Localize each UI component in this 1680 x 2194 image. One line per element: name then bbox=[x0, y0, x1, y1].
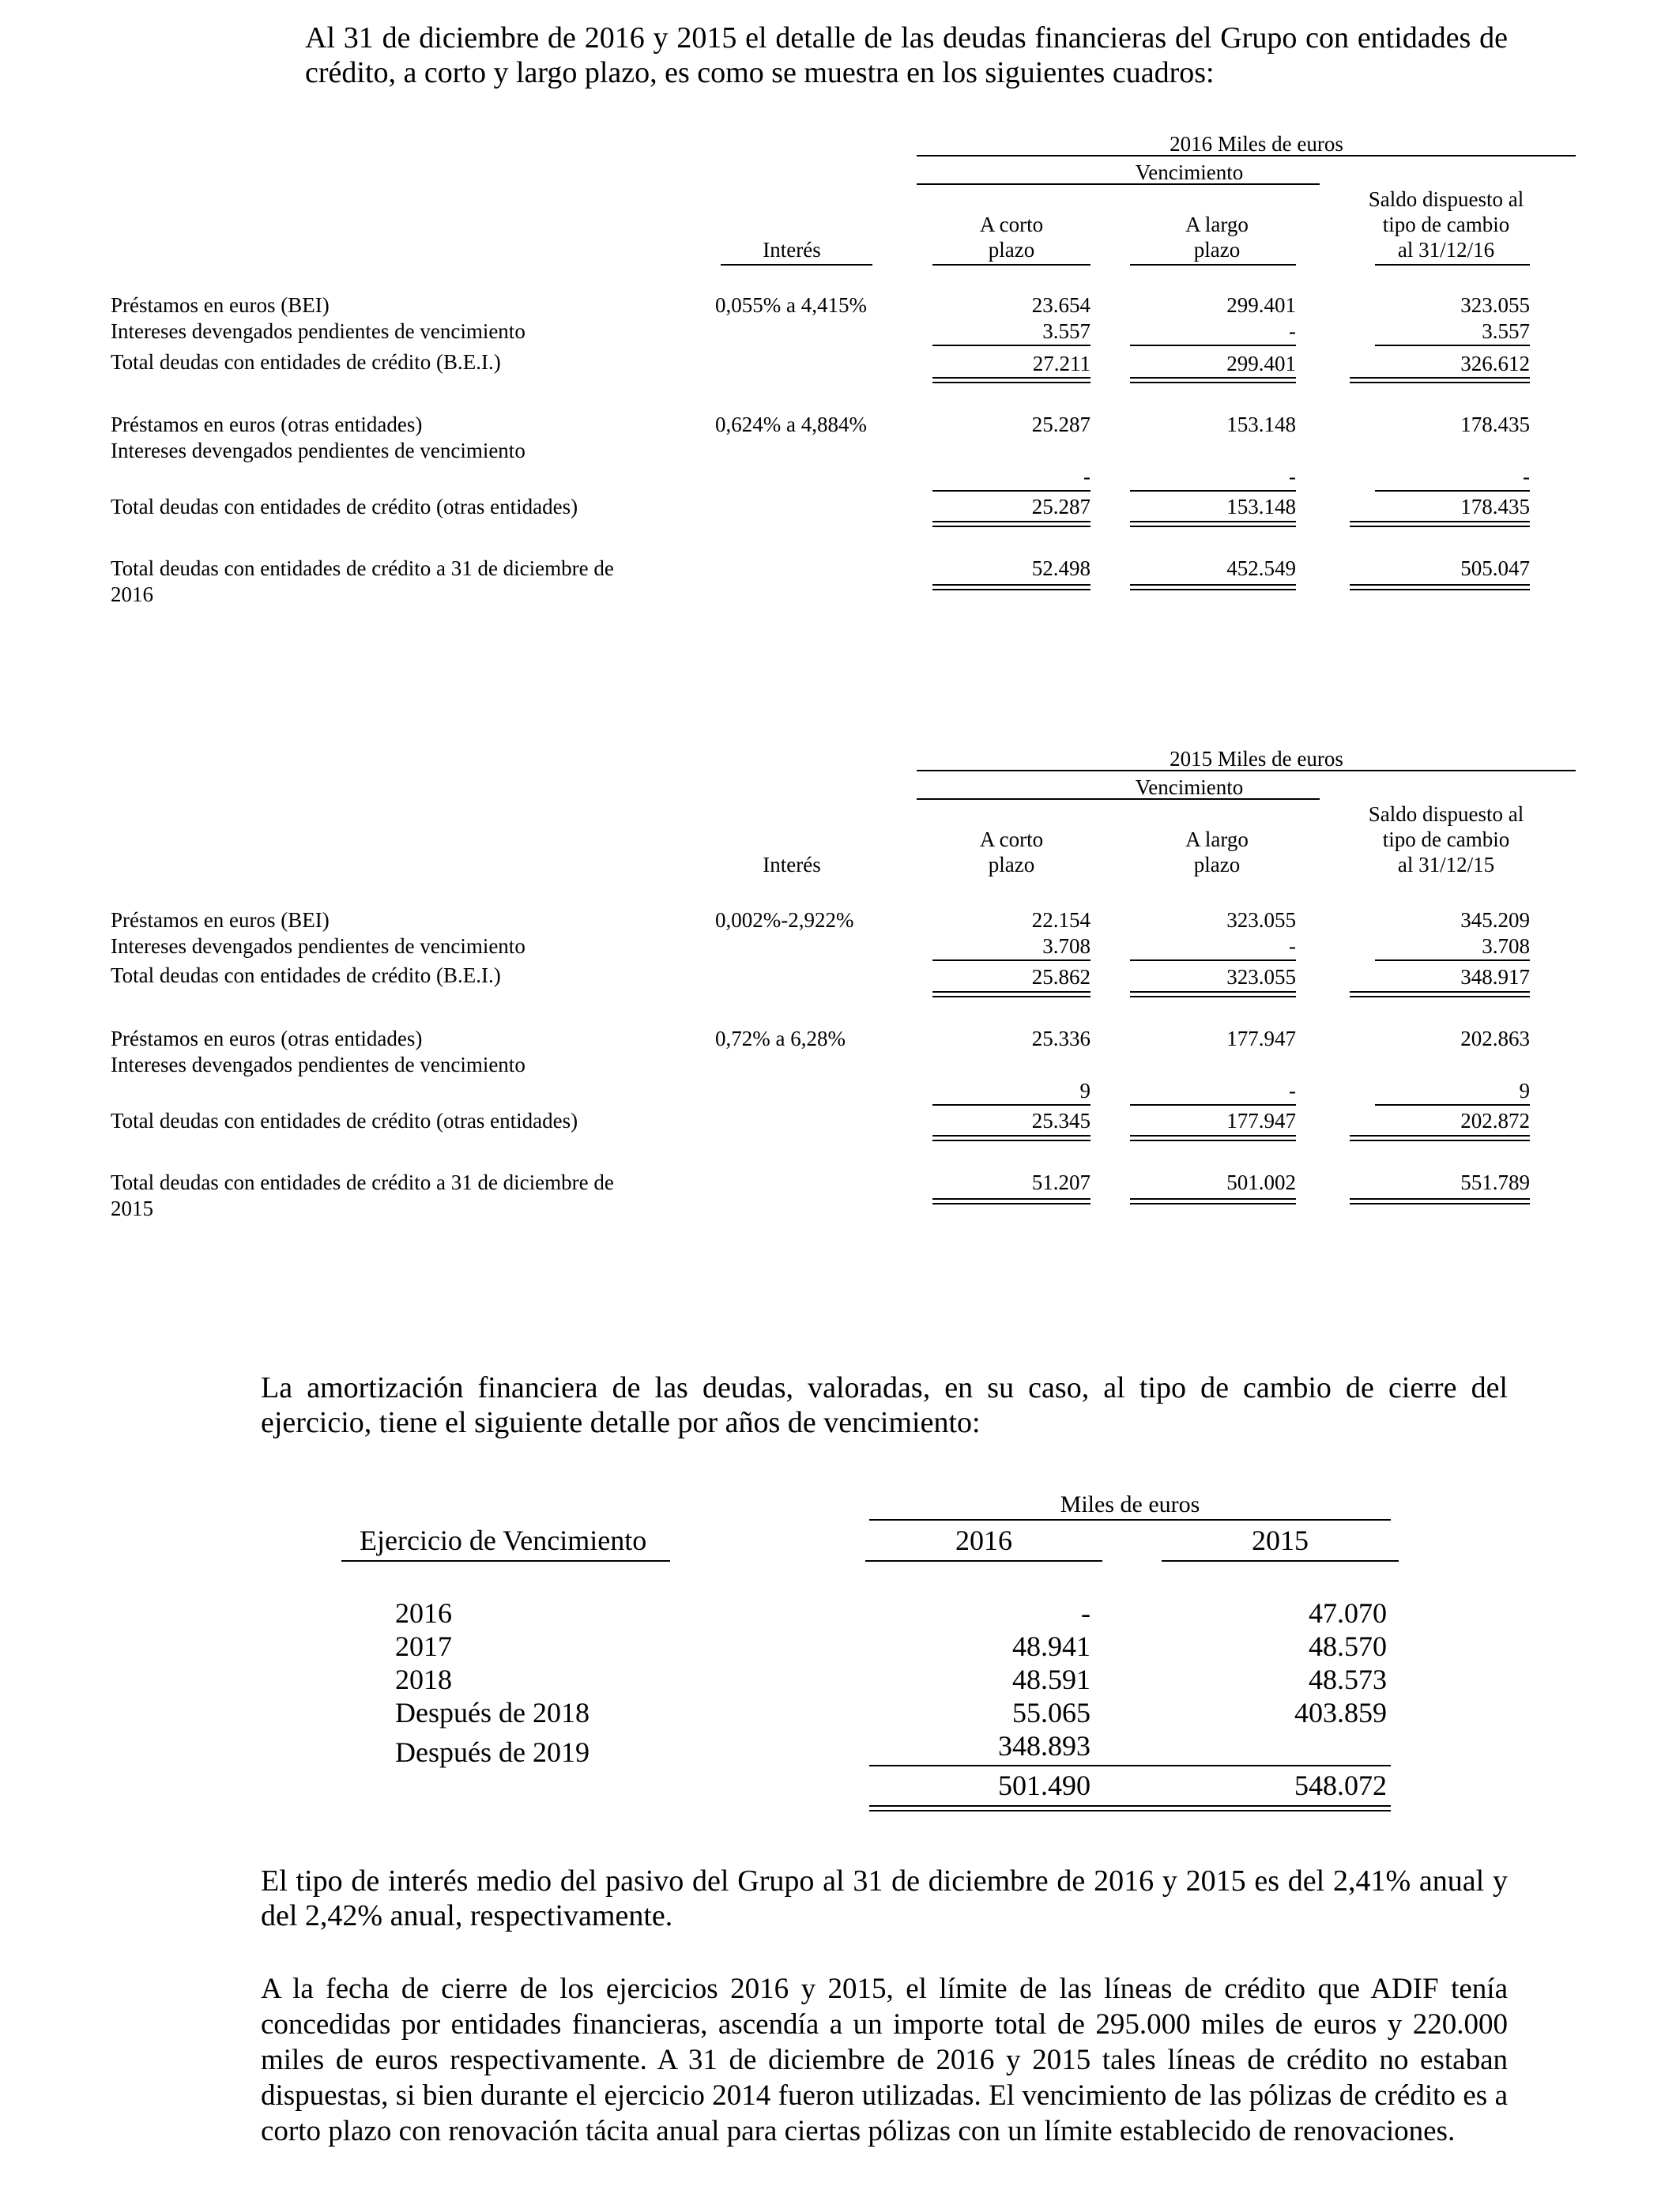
cell-saldo: 505.047 bbox=[1460, 556, 1530, 580]
largo-header-2: plazo bbox=[1193, 853, 1241, 876]
amort-row-label: 2018 bbox=[395, 1664, 452, 1695]
cell-largo: 299.401 bbox=[1226, 352, 1296, 375]
amort-row-label: 2016 bbox=[395, 1597, 452, 1629]
row-label: Total deudas con entidades de crédito a 31 de diciembre de bbox=[111, 556, 614, 580]
cell-largo: - bbox=[1289, 1079, 1296, 1103]
vencimiento-header: Vencimiento bbox=[1135, 775, 1244, 799]
total-rule bbox=[932, 521, 1090, 527]
amort-intro-paragraph: La amortización financiera de las deudas, valoradas, en su caso, al tipo de cambio de cierre del ejercicio, tiene el siguiente detalle por años de vencimiento: bbox=[261, 1371, 1508, 1439]
largo-rule bbox=[1130, 264, 1296, 266]
cell-saldo: 178.435 bbox=[1460, 495, 1530, 518]
cell-corto: 23.654 bbox=[1031, 293, 1090, 317]
row-label: Préstamos en euros (otras entidades) bbox=[111, 413, 423, 436]
subtotal-rule bbox=[1130, 959, 1296, 961]
cell-corto: 25.862 bbox=[1031, 965, 1090, 989]
amort-row-label: Después de 2018 bbox=[395, 1697, 590, 1728]
amort-total-2015: 548.072 bbox=[1294, 1770, 1387, 1801]
row-label: Total deudas con entidades de crédito a 31 de diciembre de bbox=[111, 1171, 614, 1194]
cell-saldo: 202.863 bbox=[1460, 1027, 1530, 1050]
row-label: Total deudas con entidades de crédito (otras entidades) bbox=[111, 495, 578, 518]
total-rule bbox=[932, 377, 1090, 383]
cell-largo: 501.002 bbox=[1226, 1171, 1296, 1194]
row-label: Total deudas con entidades de crédito (B.E.I.) bbox=[111, 350, 501, 374]
total-rule bbox=[932, 991, 1090, 997]
row-interes: 0,055% a 4,415% bbox=[715, 293, 867, 317]
row-label-cont: 2015 bbox=[111, 1197, 153, 1220]
corto-header-1: A corto bbox=[979, 213, 1044, 236]
saldo-header-date: al 31/12/15 bbox=[1397, 853, 1495, 876]
total-rule bbox=[1350, 1198, 1530, 1204]
row-label: Total deudas con entidades de crédito (B.E.I.) bbox=[111, 963, 501, 987]
cell-corto: 9 bbox=[1079, 1079, 1090, 1103]
cell-corto: - bbox=[1083, 465, 1090, 488]
row-label: Intereses devengados pendientes de vencimiento bbox=[111, 934, 525, 958]
total-rule bbox=[1350, 521, 1530, 527]
interes-rule bbox=[721, 264, 872, 266]
row-interes: 0,72% a 6,28% bbox=[715, 1027, 846, 1050]
row-label: Préstamos en euros (BEI) bbox=[111, 908, 330, 932]
subtotal-rule bbox=[1375, 959, 1530, 961]
interes-header: Interés bbox=[763, 238, 821, 262]
cell-corto: 25.287 bbox=[1031, 413, 1090, 436]
cell-saldo: 202.872 bbox=[1460, 1109, 1530, 1133]
amort-year-2016: 2016 bbox=[955, 1525, 1012, 1556]
amort-total-2016: 501.490 bbox=[998, 1770, 1090, 1801]
total-rule bbox=[1130, 584, 1296, 590]
saldo-header-1: Saldo dispuesto al bbox=[1368, 187, 1524, 211]
vencimiento-rule bbox=[917, 183, 1320, 185]
amort-cell-2015: 403.859 bbox=[1294, 1697, 1387, 1728]
amort-year-2015: 2015 bbox=[1252, 1525, 1309, 1556]
cell-saldo: 178.435 bbox=[1460, 413, 1530, 436]
cell-corto: 25.345 bbox=[1031, 1109, 1090, 1133]
amort-cell-2016: 48.591 bbox=[1012, 1664, 1090, 1695]
row-label: Préstamos en euros (otras entidades) bbox=[111, 1027, 423, 1050]
row-label: Intereses devengados pendientes de vencimiento bbox=[111, 319, 525, 343]
subtotal-rule bbox=[1375, 1104, 1530, 1106]
row-label-cont: 2016 bbox=[111, 582, 153, 606]
cell-largo: 323.055 bbox=[1226, 965, 1296, 989]
cell-largo: 323.055 bbox=[1226, 908, 1296, 932]
amort-row-label: 2017 bbox=[395, 1630, 452, 1662]
table-header-rule bbox=[917, 155, 1576, 156]
subtotal-rule bbox=[1130, 490, 1296, 492]
cell-largo: 299.401 bbox=[1226, 293, 1296, 317]
corto-header-2: plazo bbox=[988, 853, 1035, 876]
saldo-rule bbox=[1375, 264, 1530, 266]
largo-header-1: A largo bbox=[1185, 213, 1249, 236]
cell-largo: - bbox=[1289, 465, 1296, 488]
cell-corto: 52.498 bbox=[1031, 556, 1090, 580]
total-rule bbox=[932, 584, 1090, 590]
largo-header-2: plazo bbox=[1193, 238, 1241, 262]
subtotal-rule bbox=[932, 959, 1090, 961]
cell-largo: 452.549 bbox=[1226, 556, 1296, 580]
subtotal-rule bbox=[1130, 345, 1296, 346]
total-rule bbox=[1130, 1135, 1296, 1141]
cell-corto: 25.287 bbox=[1031, 495, 1090, 518]
amort-cell-2016: 55.065 bbox=[1012, 1697, 1090, 1728]
amort-col-rule bbox=[865, 1560, 1102, 1562]
saldo-header-2: tipo de cambio bbox=[1382, 827, 1510, 851]
amort-col-label: Ejercicio de Vencimiento bbox=[360, 1525, 647, 1556]
amort-header-rule bbox=[869, 1519, 1391, 1521]
intro-paragraph: Al 31 de diciembre de 2016 y 2015 el detalle de las deudas financieras del Grupo con entidades de crédito, a corto y largo plazo, es como se muestra en los siguientes cuadros: bbox=[305, 21, 1508, 89]
table-2015-title: 2015 Miles de euros bbox=[1170, 747, 1343, 771]
subtotal-rule bbox=[1375, 490, 1530, 492]
row-label: Préstamos en euros (BEI) bbox=[111, 293, 330, 317]
cell-corto: 25.336 bbox=[1031, 1027, 1090, 1050]
cell-saldo: 348.917 bbox=[1460, 965, 1530, 989]
cell-largo: - bbox=[1289, 934, 1296, 958]
saldo-header-date: al 31/12/16 bbox=[1397, 238, 1495, 262]
total-rule bbox=[1350, 377, 1530, 383]
total-rule bbox=[1130, 991, 1296, 997]
subtotal-rule bbox=[932, 1104, 1090, 1106]
cell-corto: 22.154 bbox=[1031, 908, 1090, 932]
cell-saldo: - bbox=[1523, 465, 1530, 488]
amort-cell-2015: 48.570 bbox=[1309, 1630, 1387, 1662]
cell-corto: 3.708 bbox=[1042, 934, 1090, 958]
total-rule bbox=[932, 1198, 1090, 1204]
amort-miles-header: Miles de euros bbox=[1060, 1491, 1200, 1517]
total-rule bbox=[1350, 1135, 1530, 1141]
amort-col-rule bbox=[1162, 1560, 1399, 1562]
cell-largo: 153.148 bbox=[1226, 413, 1296, 436]
amort-cell-2015: 48.573 bbox=[1309, 1664, 1387, 1695]
cell-corto: 51.207 bbox=[1031, 1171, 1090, 1194]
vencimiento-header: Vencimiento bbox=[1135, 160, 1244, 184]
cell-largo: - bbox=[1289, 319, 1296, 343]
row-interes: 0,624% a 4,884% bbox=[715, 413, 867, 436]
cell-saldo: 9 bbox=[1519, 1079, 1530, 1103]
amort-cell-2016: - bbox=[1081, 1597, 1090, 1629]
saldo-header-1: Saldo dispuesto al bbox=[1368, 802, 1524, 826]
largo-header-1: A largo bbox=[1185, 827, 1249, 851]
cell-saldo: 345.209 bbox=[1460, 908, 1530, 932]
total-rule bbox=[1130, 1198, 1296, 1204]
saldo-header-2: tipo de cambio bbox=[1382, 213, 1510, 236]
cell-saldo: 3.708 bbox=[1482, 934, 1530, 958]
row-label: Total deudas con entidades de crédito (otras entidades) bbox=[111, 1109, 578, 1133]
cell-largo: 153.148 bbox=[1226, 495, 1296, 518]
subtotal-rule bbox=[932, 345, 1090, 346]
amort-cell-2016: 48.941 bbox=[1012, 1630, 1090, 1662]
cell-corto: 27.211 bbox=[1032, 352, 1090, 375]
total-rule bbox=[932, 1135, 1090, 1141]
corto-header-2: plazo bbox=[988, 238, 1035, 262]
amort-row-label: Después de 2019 bbox=[395, 1736, 590, 1768]
table-2016-title: 2016 Miles de euros bbox=[1170, 132, 1343, 156]
limite-paragraph: A la fecha de cierre de los ejercicios 2016 y 2015, el límite de las líneas de crédito que ADIF tenía concedidas por entidades financieras, ascendía a un importe total de 295.000 miles de euros y 220.000 miles de euros respectivamente. A 31 de diciembre de 2016 y 2015 tales líneas de crédito no estaban dispuestas, si bien durante el ejercicio 2014 fueron utilizadas. El vencimiento de las pólizas de crédito es a corto plazo con renovación tácita anual para ciertas pólizas con un límite establecido de renovaciones. bbox=[261, 1973, 1508, 2147]
cell-saldo: 551.789 bbox=[1460, 1171, 1530, 1194]
total-rule bbox=[1130, 377, 1296, 383]
total-rule bbox=[1130, 521, 1296, 527]
cell-corto: 3.557 bbox=[1042, 319, 1090, 343]
cell-saldo: 3.557 bbox=[1482, 319, 1530, 343]
cell-largo: 177.947 bbox=[1226, 1027, 1296, 1050]
total-rule bbox=[1350, 584, 1530, 590]
table-header-rule bbox=[917, 770, 1576, 771]
subtotal-rule bbox=[1130, 1104, 1296, 1106]
amort-total-rule bbox=[869, 1805, 1391, 1811]
interes-header: Interés bbox=[763, 853, 821, 876]
amort-cell-2016: 348.893 bbox=[998, 1730, 1090, 1762]
cell-largo: 177.947 bbox=[1226, 1109, 1296, 1133]
corto-header-1: A corto bbox=[979, 827, 1044, 851]
total-rule bbox=[1350, 991, 1530, 997]
row-interes: 0,002%-2,922% bbox=[715, 908, 854, 932]
cell-saldo: 326.612 bbox=[1460, 352, 1530, 375]
row-label: Intereses devengados pendientes de vencimiento bbox=[111, 439, 525, 462]
corto-rule bbox=[932, 264, 1090, 266]
subtotal-rule bbox=[1375, 345, 1530, 346]
amort-col-rule bbox=[341, 1560, 670, 1562]
cell-saldo: 323.055 bbox=[1460, 293, 1530, 317]
amort-subtotal-rule bbox=[869, 1765, 1391, 1766]
interes-paragraph: El tipo de interés medio del pasivo del Grupo al 31 de diciembre de 2016 y 2015 es del 2,41% anual y del 2,42% anual, respectivamente. bbox=[261, 1864, 1508, 1932]
row-label: Intereses devengados pendientes de vencimiento bbox=[111, 1053, 525, 1076]
vencimiento-rule bbox=[917, 798, 1320, 800]
subtotal-rule bbox=[932, 490, 1090, 492]
amort-cell-2015: 47.070 bbox=[1309, 1597, 1387, 1629]
